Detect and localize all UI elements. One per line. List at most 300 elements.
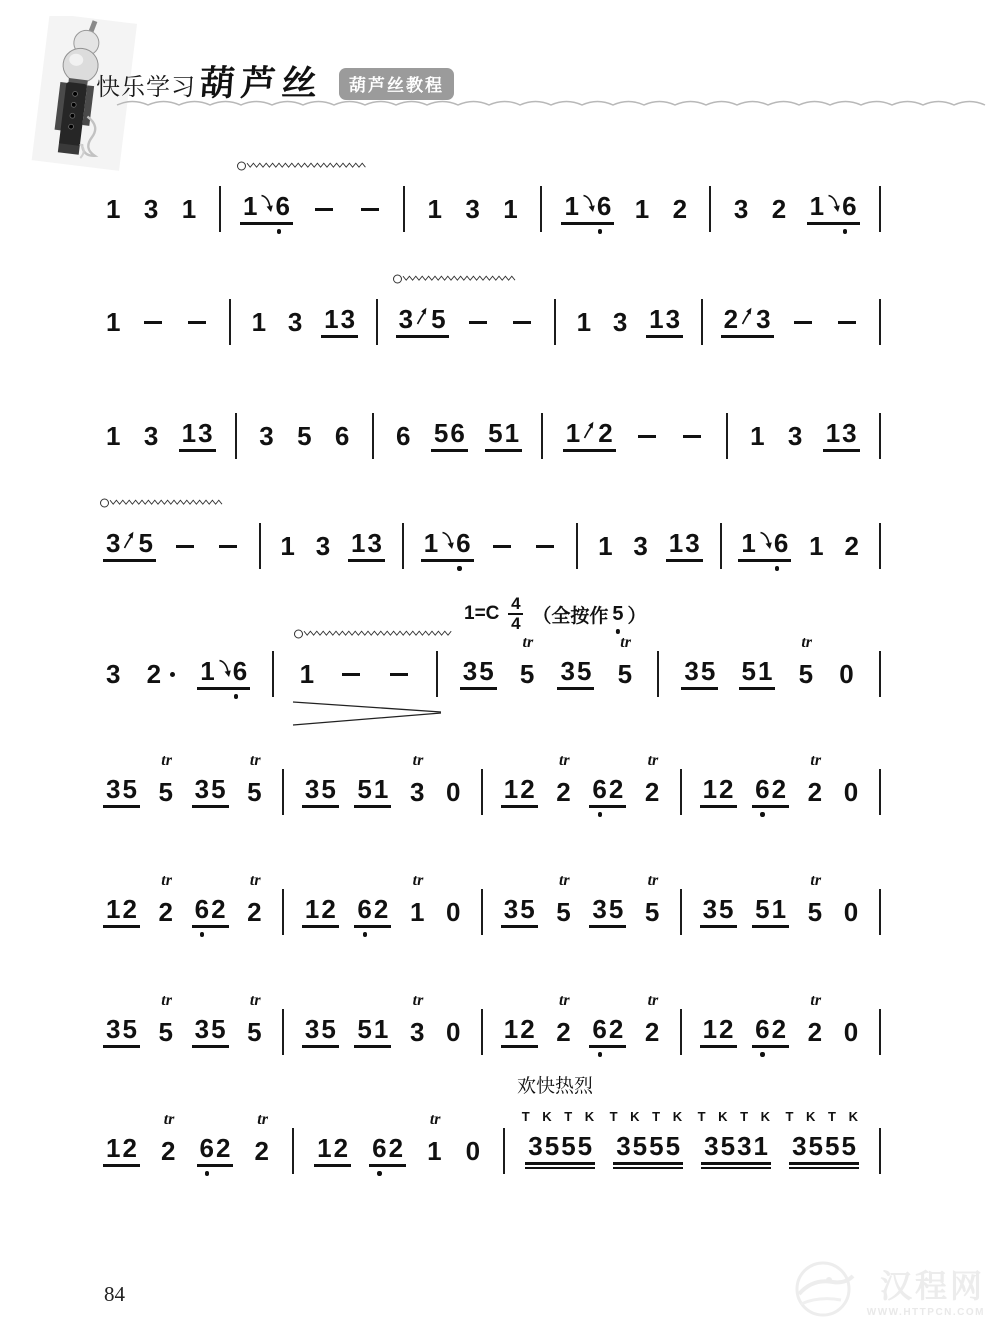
note-digit: 3 <box>367 528 382 559</box>
note-digit: 1 <box>106 420 121 451</box>
note-digit: 3 <box>842 418 857 449</box>
music-system <box>105 299 881 345</box>
note-digits <box>503 896 536 923</box>
note-digits <box>387 661 411 688</box>
note-digits <box>510 309 534 336</box>
note-digit: 2 <box>644 776 660 807</box>
beam-underline <box>613 1162 683 1164</box>
dash-line <box>838 321 856 324</box>
note-digit: 5 <box>807 896 823 927</box>
beam-underline <box>700 1045 737 1047</box>
note-digit: 1 <box>427 1135 442 1166</box>
note-digit: 2 <box>333 1133 349 1164</box>
note-digit: 1 <box>106 1133 121 1164</box>
beam-underline <box>589 1045 626 1047</box>
note-digit: 3 <box>737 1131 752 1162</box>
note-cell <box>632 530 648 561</box>
dash-line <box>513 321 531 324</box>
note-cell <box>105 1016 138 1047</box>
note-digit: 2 <box>122 894 137 925</box>
decrescendo-hairpin-icon <box>291 700 445 727</box>
note-digit: 2 <box>520 1014 535 1045</box>
note-digit: 5 <box>479 656 494 687</box>
note-digit: 3 <box>106 528 121 559</box>
beam-underline <box>739 687 776 689</box>
note-cell <box>105 896 138 927</box>
dash-note <box>680 423 704 450</box>
note-digits <box>490 533 514 560</box>
note-digit: 1 <box>503 1014 519 1045</box>
note-digits <box>771 193 787 224</box>
note-digits <box>409 776 425 807</box>
note-digits <box>323 306 356 333</box>
note-digits <box>754 896 787 923</box>
beam-underline <box>646 335 683 337</box>
barline <box>554 299 556 345</box>
barline <box>402 523 404 569</box>
note-cell <box>807 991 823 1047</box>
series-badge: 葫芦丝教程 <box>339 68 454 100</box>
note-digits <box>612 306 628 337</box>
note-cell <box>565 420 614 451</box>
note-cell <box>356 1016 389 1047</box>
barline <box>879 889 881 935</box>
note-digit: 5 <box>211 1014 226 1045</box>
note-cell <box>287 306 303 337</box>
note-digits <box>648 306 681 333</box>
note-cell <box>648 306 681 337</box>
note-digit: 5 <box>841 1131 856 1162</box>
note-cell <box>334 420 350 451</box>
low-octave-dot <box>598 229 602 233</box>
note-digits <box>304 896 337 923</box>
note-digit: 1 <box>668 528 684 559</box>
note-cell <box>503 896 536 927</box>
note-cell <box>702 776 735 807</box>
barline <box>219 186 221 232</box>
beam-underline <box>701 1162 771 1164</box>
note-digits <box>807 896 823 927</box>
trill-mark: tr <box>558 871 570 889</box>
beam-underline <box>460 687 497 689</box>
note-digits <box>158 1016 174 1047</box>
note-digit: 5 <box>741 656 756 687</box>
note-digit: 3 <box>702 894 718 925</box>
note-digits <box>835 309 859 336</box>
note-digits <box>105 658 121 689</box>
note-cell <box>519 633 535 689</box>
trill-mark: tr <box>257 1110 268 1128</box>
trill-mark: tr <box>412 871 424 889</box>
tonguing-mark: T K T K <box>785 1109 863 1125</box>
note-digit: 1 <box>825 418 841 449</box>
low-octave-dot <box>205 1171 209 1175</box>
note-cell <box>672 193 688 224</box>
dash-line <box>176 545 194 548</box>
beam-underline <box>302 925 339 927</box>
note-cell <box>683 658 716 689</box>
note-digits <box>533 533 557 560</box>
page-number: 84 <box>104 1282 125 1306</box>
note-digit: 0 <box>446 896 461 927</box>
note-digit: 6 <box>199 1133 214 1164</box>
note-digits <box>487 420 520 447</box>
note-cell <box>199 658 248 689</box>
note-cell <box>487 420 520 451</box>
note-cell <box>503 1016 536 1047</box>
tonguing-mark: T K T K <box>697 1109 775 1125</box>
note-digits <box>356 1016 389 1043</box>
note-digits <box>296 420 312 451</box>
music-system <box>105 633 881 697</box>
note-cell <box>838 658 854 689</box>
low-octave-dot <box>598 812 602 816</box>
title-main: 葫芦丝 <box>198 64 325 103</box>
dash-note <box>835 309 859 336</box>
note-digits <box>733 193 749 224</box>
note-cell <box>143 420 159 451</box>
dash-note <box>635 423 659 450</box>
beam-underline <box>501 1045 538 1047</box>
note-digit: 1 <box>576 306 592 337</box>
trill-mark: tr <box>249 751 261 769</box>
dash-line <box>219 545 237 548</box>
vibrato-wave-icon <box>99 496 225 510</box>
note-cell <box>426 193 442 224</box>
note-digits <box>356 896 389 923</box>
note-digits <box>279 530 295 561</box>
note-digits <box>702 896 735 923</box>
barline <box>403 186 405 232</box>
beam-underline <box>103 1045 140 1047</box>
note-digit: 2 <box>771 193 787 224</box>
note-digit: 1 <box>702 774 718 805</box>
note-digit: 1 <box>503 774 519 805</box>
tonguing-mark: T K T K <box>521 1109 599 1125</box>
note-digits <box>105 420 121 451</box>
note-cell <box>754 1016 787 1047</box>
beam-underline <box>302 805 339 807</box>
note-digit: 1 <box>181 193 197 224</box>
note-cell <box>445 776 461 807</box>
dash-line <box>794 321 812 324</box>
note-digit: 3 <box>665 304 681 335</box>
slide-down-icon <box>581 193 595 213</box>
trill-mark: tr <box>412 991 424 1009</box>
note-cell <box>356 776 389 807</box>
note-digit: 2 <box>807 776 823 807</box>
music-system <box>105 523 881 569</box>
note-digits <box>754 776 787 803</box>
note-digits <box>143 420 159 451</box>
note-digits <box>825 420 858 447</box>
note-digits <box>644 896 660 927</box>
note-cell <box>465 1135 481 1166</box>
beam-underline <box>396 335 449 337</box>
barline <box>879 1009 881 1055</box>
note-digit: 5 <box>720 1131 736 1162</box>
music-system <box>105 413 881 459</box>
note-cell <box>371 1135 404 1166</box>
beam-underline <box>613 1167 683 1169</box>
slide-down-icon <box>259 193 273 213</box>
note-digits <box>668 530 701 557</box>
note-digit: 1 <box>280 530 295 561</box>
beam-underline <box>701 1167 771 1169</box>
note-digits <box>464 193 480 224</box>
note-digit: 5 <box>247 1016 262 1047</box>
note-cell <box>576 306 592 337</box>
note-digits <box>304 1016 337 1043</box>
note-digit: 5 <box>825 1131 840 1162</box>
note-digits <box>246 896 262 927</box>
note-digits <box>555 776 571 807</box>
note-digit: 2 <box>719 774 734 805</box>
note-digit: 6 <box>592 774 607 805</box>
barline <box>879 299 881 345</box>
slide-up-icon <box>582 420 596 440</box>
music-system <box>105 871 881 935</box>
note-digit: 2 <box>122 1133 137 1164</box>
note-digit: 1 <box>106 306 121 337</box>
trill-mark: tr <box>412 751 424 769</box>
trill-mark: tr <box>249 991 261 1009</box>
note-digit: 5 <box>617 658 633 689</box>
note-digits <box>503 1016 536 1043</box>
augmentation-dot <box>170 672 175 677</box>
note-digits <box>339 661 363 688</box>
beam-underline <box>197 1164 234 1166</box>
fingering-open: （全按作 <box>532 605 609 627</box>
beam-underline <box>321 335 358 337</box>
note-cell <box>723 306 772 337</box>
note-digit: 5 <box>431 304 446 335</box>
note-digit: 6 <box>396 420 411 451</box>
note-cell <box>502 193 518 224</box>
note-digit: 3 <box>684 656 699 687</box>
note-digit: 0 <box>465 1135 481 1166</box>
note-digits <box>334 420 350 451</box>
low-octave-dot <box>760 812 764 816</box>
note-digit: 3 <box>106 658 121 689</box>
barline <box>879 769 881 815</box>
note-digit: 1 <box>324 304 339 335</box>
note-digit: 5 <box>519 658 535 689</box>
barline <box>481 769 483 815</box>
trill-mark: tr <box>647 751 659 769</box>
dash-line <box>683 435 701 438</box>
note-cell <box>105 193 121 224</box>
note-digit: 5 <box>158 1016 174 1047</box>
note-digit: 6 <box>755 1014 770 1045</box>
note-digit: 2 <box>644 1016 660 1047</box>
note-digits <box>395 420 411 451</box>
beam-underline <box>589 805 626 807</box>
note-cell <box>612 306 628 337</box>
note-cell <box>644 871 660 927</box>
note-digit: 1 <box>423 528 439 559</box>
low-octave-dot <box>277 229 281 233</box>
dash-line <box>536 545 554 548</box>
note-digits <box>555 896 571 927</box>
note-cell <box>242 193 291 224</box>
beam-underline <box>589 925 626 927</box>
beam-underline <box>103 925 140 927</box>
note-digit: 6 <box>592 1014 607 1045</box>
note-cell <box>105 1135 138 1166</box>
note-digits <box>423 530 472 557</box>
beam-underline <box>103 805 140 807</box>
note-cell <box>825 420 858 451</box>
note-digits <box>445 1016 461 1047</box>
low-octave-dot <box>363 932 367 936</box>
note-digits <box>465 1135 481 1166</box>
barline <box>701 299 703 345</box>
note-digits <box>185 309 209 336</box>
music-system <box>105 751 881 815</box>
note-digit: 1 <box>351 528 366 559</box>
note-digit: 5 <box>122 774 137 805</box>
note-digits <box>466 309 490 336</box>
note-digit: 6 <box>755 774 770 805</box>
trill-mark: tr <box>522 633 534 651</box>
note-cell <box>299 658 315 689</box>
note-digit: 5 <box>321 1014 336 1045</box>
beam-underline <box>354 925 391 927</box>
beam-underline <box>789 1167 859 1169</box>
beam-underline <box>421 559 474 561</box>
note-cell <box>181 420 214 451</box>
slide-down-icon <box>826 193 840 213</box>
beam-underline <box>738 559 791 561</box>
watermark-site-url: WWW.HTTPCN.COM <box>866 1306 985 1318</box>
trill-mark: tr <box>647 991 659 1009</box>
time-numerator: 4 <box>511 593 521 613</box>
barline <box>576 523 578 569</box>
note-digits <box>105 530 154 557</box>
note-digits <box>644 1016 660 1047</box>
note-cell <box>555 991 571 1047</box>
note-digit: 5 <box>700 656 716 687</box>
beam-underline <box>431 449 468 451</box>
note-digit: 3 <box>287 306 303 337</box>
dash-line <box>361 208 379 211</box>
note-cell <box>798 633 814 689</box>
note-digits <box>299 658 315 689</box>
note-digits <box>672 193 688 224</box>
note-digit: 5 <box>719 894 734 925</box>
note-digit: 1 <box>771 894 787 925</box>
note-cell <box>246 871 262 927</box>
note-digit: 1 <box>503 193 518 224</box>
note-digit: 5 <box>247 776 262 807</box>
trill-mark: tr <box>810 751 822 769</box>
barline <box>282 769 284 815</box>
note-cell <box>426 1110 442 1166</box>
fingering-base-note: 5 <box>612 603 623 626</box>
trill-mark: tr <box>429 1110 441 1128</box>
time-signature <box>508 593 523 634</box>
note-digits <box>158 776 174 807</box>
note-digit: 6 <box>275 191 290 222</box>
note-digits <box>173 533 197 560</box>
barline <box>680 889 682 935</box>
beam-underline <box>302 1045 339 1047</box>
note-cell <box>105 776 138 807</box>
trill-mark: tr <box>161 751 172 769</box>
note-cell <box>617 633 633 689</box>
dash-line <box>144 321 162 324</box>
note-digit: 3 <box>259 420 274 451</box>
dash-line <box>493 545 511 548</box>
note-digits <box>838 658 854 689</box>
note-cell <box>740 530 789 561</box>
beam-underline <box>192 1045 229 1047</box>
beam-underline <box>525 1167 595 1169</box>
note-digits <box>246 1016 262 1047</box>
note-digits <box>503 776 536 803</box>
note-digits <box>702 1016 735 1043</box>
note-cell <box>258 420 274 451</box>
note-digit: 1 <box>809 530 824 561</box>
note-digit: 1 <box>753 1131 768 1162</box>
note-cell <box>304 1016 337 1047</box>
dash-note <box>533 533 557 560</box>
note-digit: 5 <box>520 894 535 925</box>
barline <box>372 413 374 459</box>
note-digits <box>591 1016 624 1043</box>
note-cell <box>254 1110 270 1166</box>
note-digits <box>105 1016 138 1043</box>
note-digit: 6 <box>773 528 789 559</box>
note-digit: 1 <box>564 191 579 222</box>
note-cell <box>462 658 495 689</box>
note-digits <box>527 1133 593 1160</box>
note-cell <box>445 1016 461 1047</box>
note-digits <box>315 530 331 561</box>
note-digit: 5 <box>644 896 660 927</box>
beam-underline <box>789 1162 859 1164</box>
beam-underline <box>501 925 538 927</box>
note-digit: 3 <box>194 774 210 805</box>
note-cell <box>105 658 121 689</box>
beam-underline <box>240 222 293 224</box>
note-digits <box>105 776 138 803</box>
barline <box>481 889 483 935</box>
note-cell <box>158 871 174 927</box>
note-digits <box>703 1133 769 1160</box>
note-digits <box>158 896 174 927</box>
note-digit: 1 <box>373 1014 389 1045</box>
note-digit: 2 <box>321 894 336 925</box>
barline <box>282 1009 284 1055</box>
note-digit: 5 <box>556 896 571 927</box>
dash-note <box>490 533 514 560</box>
slide-up-icon <box>415 306 429 326</box>
note-cell <box>785 1109 863 1168</box>
note-digits <box>591 896 624 923</box>
barline <box>229 299 231 345</box>
key-signature <box>464 592 647 636</box>
note-digit: 5 <box>576 656 592 687</box>
barline <box>680 1009 682 1055</box>
note-digit: 5 <box>211 774 226 805</box>
note-cell <box>246 751 262 807</box>
note-digits <box>807 776 823 807</box>
low-octave-dot <box>200 932 204 936</box>
barline <box>282 889 284 935</box>
low-octave-dot <box>598 1052 602 1056</box>
